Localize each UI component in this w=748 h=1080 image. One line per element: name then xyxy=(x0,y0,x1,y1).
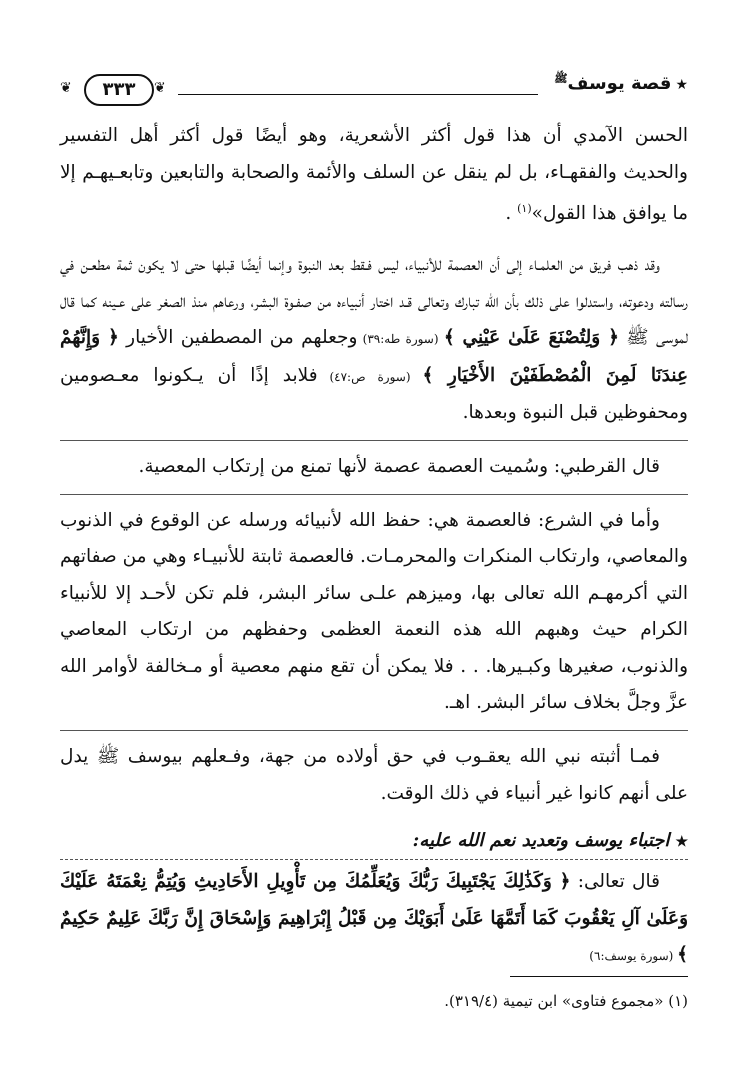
section-heading-text: اجتباء يوسف وتعديد نعم الله عليه: xyxy=(412,830,670,852)
header-rule xyxy=(178,94,538,95)
page-number-badge xyxy=(60,74,178,104)
paragraph-4: وأما في الشرع: فالعصمة هي: حفظ الله لأنبيائه ورسله عن الوقوع في الذنوب والمعاصي، وارتكاب المنكرات والمحرمـات. فالعصمة ثابتة للأنبيـاء وهي من صفاتهم التي أكرمهـم الله تعالى بها، وميزهم علـى سائر البشر، فلم تكن لأحـد إلا للأنبياء الكرام حيث وهبهم الله هذه النعمة العظمى وحفظهم من ارتكاب المعاصي والذنوب، صغيرها وكبـيرها. . . فلا يمكن أن تقع منهم معصية أو مـخالفة لأوامر الله عزَّ وجلَّ بخلاف سائر البشر. اهـ. xyxy=(60,509,688,714)
paragraph-2-text-c: فلابد إذًا أن يـكونوا معـصومين ومحفوظين قبل النبوة وبعدها. xyxy=(60,364,688,424)
paragraph-1-text: الحسن الآمدي أن هذا قول أكثر الأشعرية، وهو أيضًا قول أكثر أهل التفسير والحديث والفقهـاء، بل لم ينقل عن السلف والأئمة والصحابة والتابعين وتابعـيهـم إلا ما يوافق هذا القول» xyxy=(60,125,688,225)
section-heading xyxy=(60,826,688,860)
star-icon: ★ xyxy=(675,834,688,851)
verse-paragraph xyxy=(60,864,688,975)
paragraph-1 xyxy=(60,118,688,233)
verse-lead: قال تعالى: xyxy=(570,871,660,893)
ornament-left-icon: ❦ xyxy=(60,80,72,96)
page-header xyxy=(60,70,688,110)
quran-quote-1: ﴿ وَلِتُصْنَعَ عَلَىٰ عَيْنِي ﴾ xyxy=(443,327,619,349)
paragraph-5: فمـا أثبته نبي الله يعقـوب في حق أولاده من جهة، وفـعلهم بيوسف ﷺ يدل على أنهم كانوا غير أنبياء في ذلك الوقت. xyxy=(60,746,688,804)
footnote-rule xyxy=(510,976,688,977)
paragraph-2-text-b: وجعلهم من المصطفين الأخيار xyxy=(118,327,358,349)
surah-ref-3: (سورة يوسف:٦) xyxy=(589,949,678,964)
surah-ref-2: (سورة ص:٤٧) xyxy=(317,369,423,384)
honorific-glyph: ﷺ xyxy=(554,72,568,85)
quran-quote-2: ﴿ وَإِنَّهُمْ عِندَنَا لَمِنَ الْمُصْطَفَيْنَ الأَخْيَارِ ﴾ xyxy=(60,327,688,386)
paragraph-1-end: . xyxy=(505,203,518,225)
running-title-text: قصة يوسف xyxy=(567,73,672,94)
quran-verse: ﴿ وَكَذَٰلِكَ يَجْتَبِيكَ رَبُّكَ وَيُعَلِّمُكَ مِن تَأْوِيلِ الأَحَادِيثِ وَيُتِمُّ نِعْمَتَهُ عَلَيْكَ وَعَلَىٰ آلِ يَعْقُوبَ كَمَا أَتَمَّهَا عَلَىٰ أَبَوَيْكَ مِن قَبْلُ إِبْرَاهِيمَ وَإِسْحَاقَ إِنَّ رَبَّكَ عَلِيمٌ حَكِيمٌ ﴾ xyxy=(60,871,688,966)
footnote-ref: (١) xyxy=(517,202,532,216)
page-body xyxy=(60,118,688,975)
footnote: (١) «مجموع فتاوى» ابن تيمية (٣١٩/٤). xyxy=(444,992,688,1010)
surah-ref-1: (سورة طه:٣٩) xyxy=(357,332,444,347)
paragraph-2 xyxy=(60,247,688,432)
running-title xyxy=(554,72,688,94)
page-number: ٣٣٣ xyxy=(84,74,154,106)
paragraph-3: قال القرطبي: وسُميت العصمة عصمة لأنها تمنع من إرتكاب المعصية. xyxy=(138,455,660,477)
ornament-right-icon: ❦ xyxy=(154,80,166,96)
star-icon: ★ xyxy=(675,77,688,93)
paragraph-2-text-a: وقد ذهب فريق من العلمـاء إلى أن العصمة للأنبياء، ليس فـقط بعد النبوة وإنما أيضًا قبلها حتى لا يكون ثمة مطعـن في رسالته ودعوته، واستدلوا على ذلك بأن الله تبارك وتعالى قـد اختار أنبياءه من صفـوة البشر، ورعاهم منذ الصغر على عـينه كما قال لموسى ﷺ xyxy=(60,253,688,349)
